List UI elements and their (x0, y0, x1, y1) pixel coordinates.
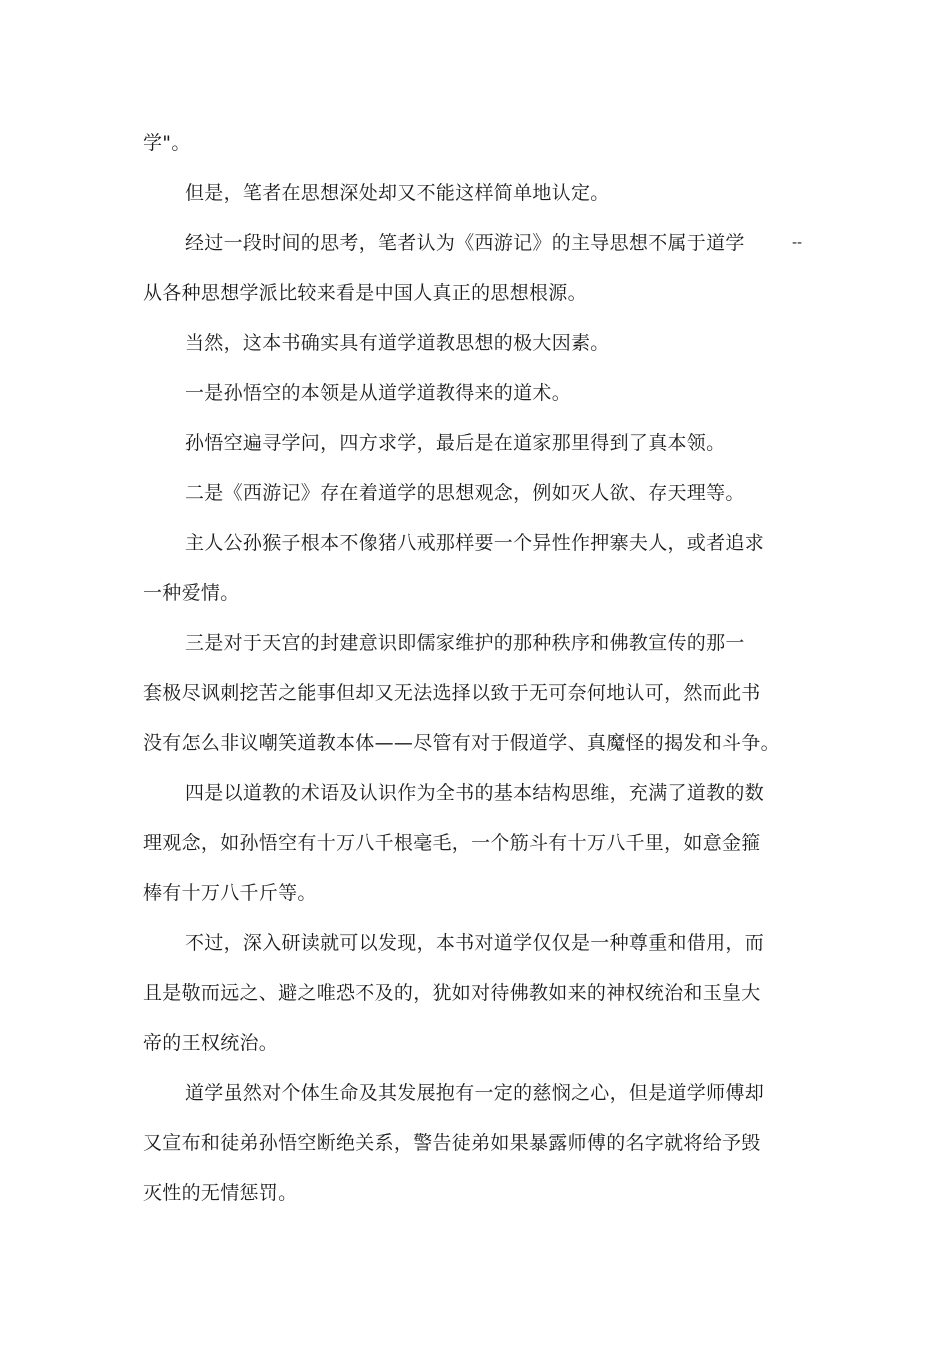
text-line: 且是敬而远之、避之唯恐不及的，犹如对待佛教如来的神权统治和玉皇大 (143, 982, 761, 1004)
text-line: 帝的王权统治。 (143, 1032, 279, 1054)
text-line: 二是《西游记》存在着道学的思想观念，例如灭人欲、存天理等。 (185, 482, 745, 504)
text-line: 一种爱情。 (143, 582, 240, 604)
text-line: 棒有十万八千斤等。 (143, 882, 317, 904)
text-line: 理观念，如孙悟空有十万八千根毫毛，一个筋斗有十万八千里，如意金箍 (143, 832, 761, 854)
text-line: 孙悟空遍寻学问，四方求学，最后是在道家那里得到了真本领。 (185, 432, 726, 454)
text-line: 四是以道教的术语及认识作为全书的基本结构思维，充满了道教的数 (185, 782, 765, 804)
text-line: 三是对于天宫的封建意识即儒家维护的那种秩序和佛教宣传的那一 (185, 632, 745, 654)
text-line: 没有怎么非议嘲笑道教本体——尽管有对于假道学、真魔怪的揭发和斗争。 (143, 732, 780, 754)
text-line: 学"。 (143, 132, 191, 154)
text-line: 当然，这本书确实具有道学道教思想的极大因素。 (185, 332, 610, 354)
text-line: 不过，深入研读就可以发现，本书对道学仅仅是一种尊重和借用，而 (185, 932, 765, 954)
text-line: 从各种思想学派比较来看是中国人真正的思想根源。 (143, 282, 587, 304)
text-line: 灭性的无情惩罚。 (143, 1182, 298, 1204)
text-line: 但是，笔者在思想深处却又不能这样简单地认定。 (185, 182, 610, 204)
text-line: 主人公孙猴子根本不像猪八戒那样要一个异性作押寨夫人，或者追求 (185, 532, 765, 554)
text-line: 道学虽然对个体生命及其发展抱有一定的慈悯之心，但是道学师傅却 (185, 1082, 765, 1104)
text-line: 套极尽讽刺挖苦之能事但却又无法选择以致于无可奈何地认可，然而此书 (143, 682, 761, 704)
text-line: 一是孙悟空的本领是从道学道教得来的道术。 (185, 382, 572, 404)
line-continuation-dash: -- (792, 235, 803, 251)
text-line: 又宣布和徒弟孙悟空断绝关系，警告徒弟如果暴露师傅的名字就将给予毁 (143, 1132, 761, 1154)
text-line: 经过一段时间的思考，笔者认为《西游记》的主导思想不属于道学 (185, 232, 745, 254)
